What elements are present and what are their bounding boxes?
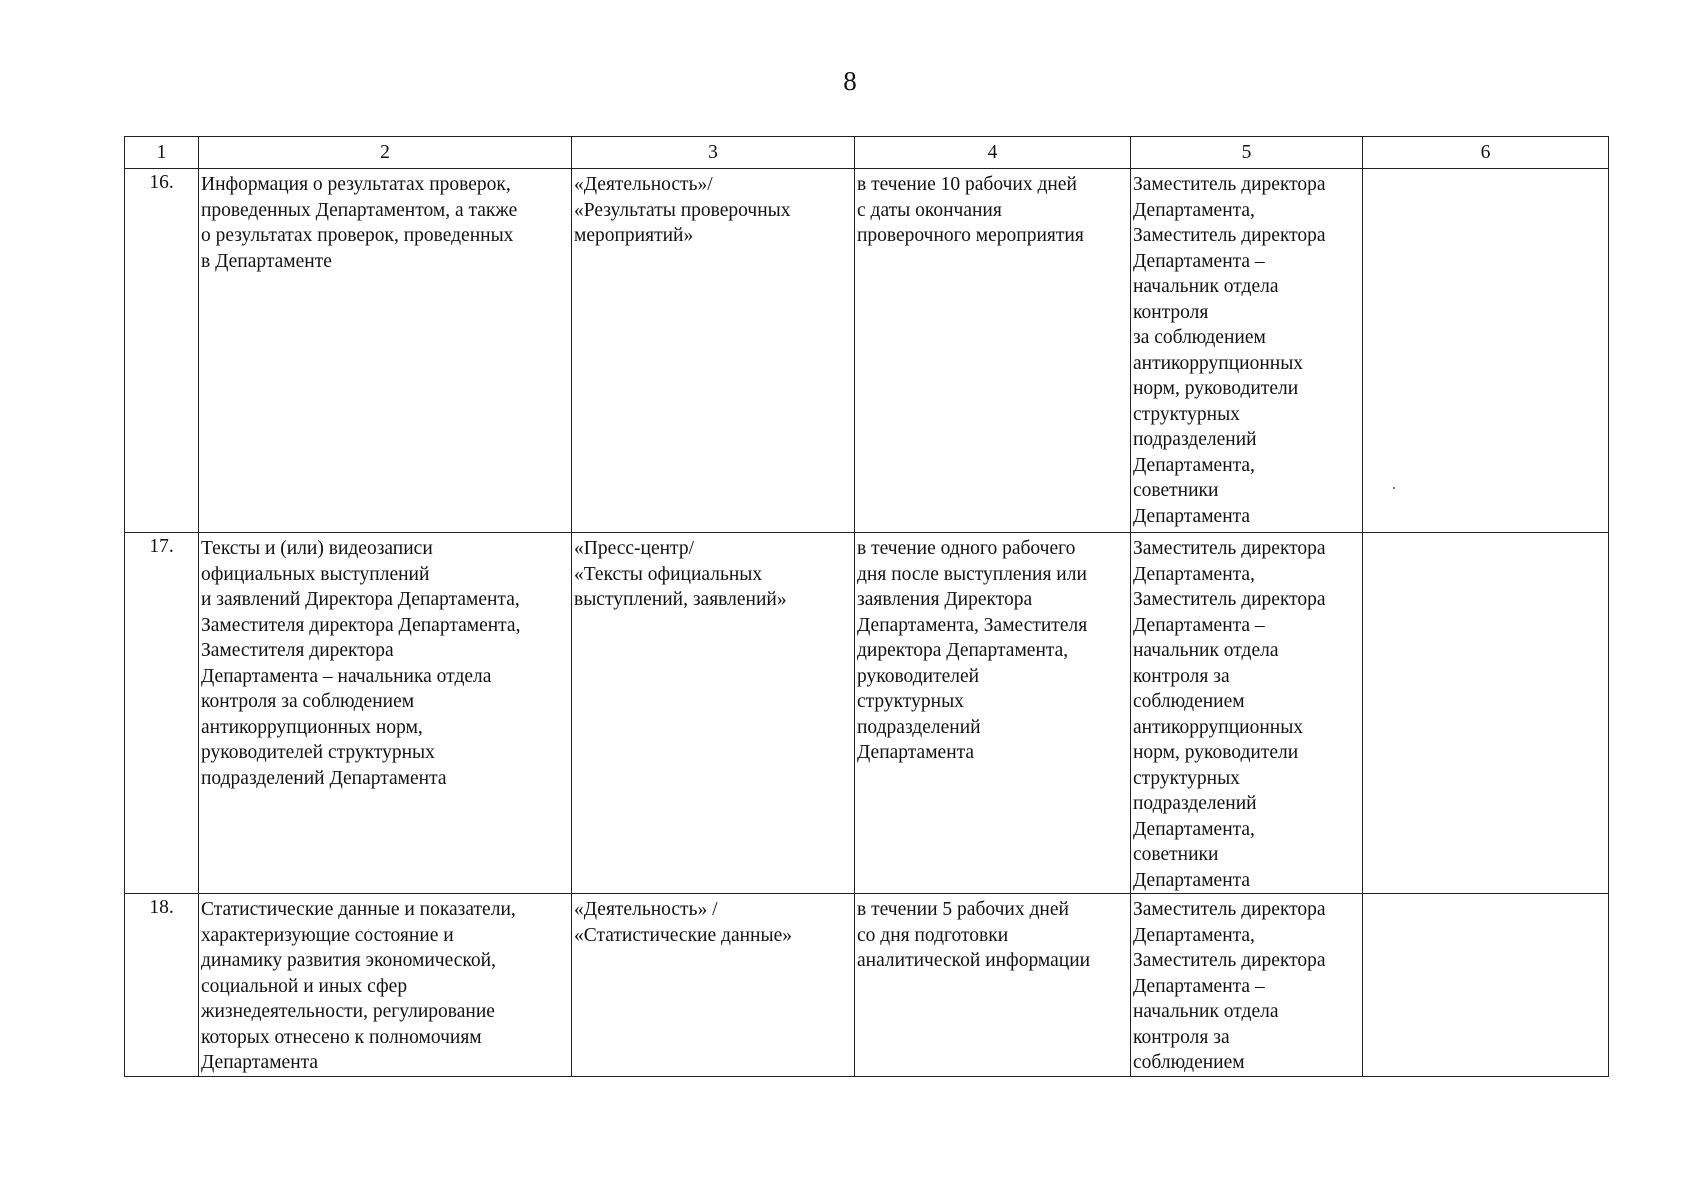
- row-number: 18.: [125, 894, 199, 1077]
- information-cell: Тексты и (или) видеозаписи официальных выступлений и заявлений Директора Департамента, Заместителя директора Департамента, Заместителя директора Департамента – начальника отдела контроля за соблюдением антикоррупционных норм, руководителей структурных подразделений Департамента: [199, 533, 572, 894]
- information-cell: Информация о результатах проверок, проведенных Департаментом, а также о результатах проверок, проведенных в Департаменте: [199, 169, 572, 533]
- deadline-cell: в течение 10 рабочих дней с даты окончания проверочного мероприятия: [855, 169, 1131, 533]
- row-number: 17.: [125, 533, 199, 894]
- responsible-cell: Заместитель директора Департамента, Заместитель директора Департамента – начальник отдела контроля за соблюдением: [1131, 894, 1363, 1077]
- site-section-cell: «Деятельность»/ «Результаты проверочных мероприятий»: [572, 169, 855, 533]
- column-header-4: 4: [855, 137, 1131, 169]
- responsible-cell: Заместитель директора Департамента, Заместитель директора Департамента – начальник отдела контроля за соблюдением антикоррупционных норм, руководители структурных подразделений Департамента, советники Департамента: [1131, 169, 1363, 533]
- scan-speck: [1393, 487, 1395, 489]
- notes-cell: [1363, 169, 1609, 533]
- table-row: [125, 533, 1609, 894]
- site-section-cell: «Деятельность» / «Статистические данные»: [572, 894, 855, 1077]
- column-header-1: 1: [125, 137, 199, 169]
- responsible-cell: Заместитель директора Департамента, Заместитель директора Департамента – начальник отдела контроля за соблюдением антикоррупционных норм, руководители структурных подразделений Департамента, советники Департамента: [1131, 533, 1363, 894]
- column-header-6: 6: [1363, 137, 1609, 169]
- information-cell: Статистические данные и показатели, характеризующие состояние и динамику развития экономической, социальной и иных сфер жизнедеятельности, регулирование которых отнесено к полномочиям Департамента: [199, 894, 572, 1077]
- row-number: 16.: [125, 169, 199, 533]
- column-header-5: 5: [1131, 137, 1363, 169]
- notes-cell: [1363, 894, 1609, 1077]
- site-section-cell: «Пресс-центр/ «Тексты официальных выступлений, заявлений»: [572, 533, 855, 894]
- column-header-2: 2: [199, 137, 572, 169]
- column-header-3: 3: [572, 137, 855, 169]
- deadline-cell: в течение одного рабочего дня после выступления или заявления Директора Департамента, Заместителя директора Департамента, руководителей структурных подразделений Департамента: [855, 533, 1131, 894]
- deadline-cell: в течении 5 рабочих дней со дня подготовки аналитической информации: [855, 894, 1131, 1077]
- table-row: [125, 169, 1609, 533]
- table-row: [125, 894, 1609, 1077]
- header-row: [125, 137, 1609, 169]
- document-table: [124, 136, 1609, 1077]
- notes-cell: [1363, 533, 1609, 894]
- page-number: 8: [843, 66, 857, 96]
